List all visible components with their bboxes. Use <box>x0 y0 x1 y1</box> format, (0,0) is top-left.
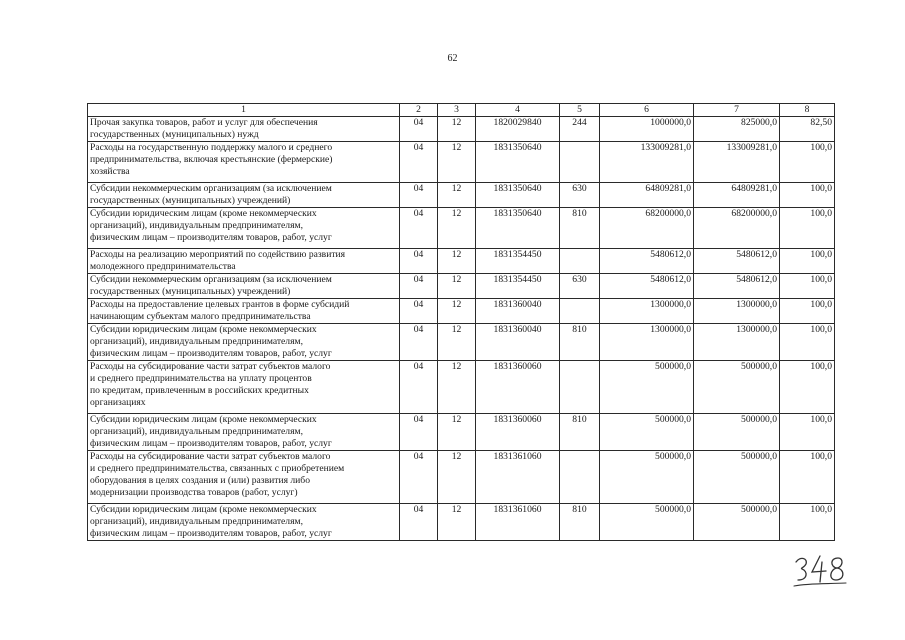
subsection-code: 12 <box>438 361 476 414</box>
expense-type-code <box>560 142 600 183</box>
header-row <box>88 104 835 117</box>
section-code: 04 <box>400 504 438 541</box>
expense-type-code: 630 <box>560 274 600 299</box>
budget-table <box>87 103 835 541</box>
section-code: 04 <box>400 299 438 324</box>
table-row <box>88 274 835 299</box>
execution-percent: 100,0 <box>780 451 835 504</box>
target-article-code: 1831350640 <box>476 208 560 249</box>
row-description: Прочая закупка товаров, работ и услуг для обеспечения государственных (муниципальных) нужд <box>88 117 400 142</box>
row-description: Субсидии некоммерческим организациям (за исключением государственных (муниципальных) учреждений) <box>88 274 400 299</box>
executed-amount: 500000,0 <box>694 451 780 504</box>
expense-type-code <box>560 361 600 414</box>
planned-amount: 500000,0 <box>600 361 694 414</box>
target-article-code: 1831350640 <box>476 183 560 208</box>
planned-amount: 64809281,0 <box>600 183 694 208</box>
executed-amount: 500000,0 <box>694 414 780 451</box>
table-row <box>88 208 835 249</box>
row-description: Субсидии юридическим лицам (кроме некоммерческих организаций), индивидуальным предпринимателям, физическим лицам – производителям товаров, работ, услуг <box>88 324 400 361</box>
subsection-code: 12 <box>438 451 476 504</box>
section-code: 04 <box>400 274 438 299</box>
execution-percent: 100,0 <box>780 274 835 299</box>
row-description: Расходы на государственную поддержку малого и среднего предпринимательства, включая крестьянские (фермерские) хозяйства <box>88 142 400 183</box>
column-header-6: 6 <box>600 104 694 117</box>
expense-type-code: 630 <box>560 183 600 208</box>
section-code: 04 <box>400 249 438 274</box>
target-article-code: 1820029840 <box>476 117 560 142</box>
executed-amount: 1300000,0 <box>694 324 780 361</box>
planned-amount: 1300000,0 <box>600 324 694 361</box>
subsection-code: 12 <box>438 117 476 142</box>
section-code: 04 <box>400 208 438 249</box>
section-code: 04 <box>400 183 438 208</box>
target-article-code: 1831360040 <box>476 299 560 324</box>
expense-type-code: 244 <box>560 117 600 142</box>
execution-percent: 100,0 <box>780 504 835 541</box>
column-header-2: 2 <box>400 104 438 117</box>
column-header-7: 7 <box>694 104 780 117</box>
execution-percent: 100,0 <box>780 142 835 183</box>
row-description: Расходы на субсидирование части затрат субъектов малого и среднего предпринимательства на уплату процентов по кредитам, привлеченным в российских кредитных организациях <box>88 361 400 414</box>
table-body <box>88 117 835 541</box>
row-description: Расходы на реализацию мероприятий по содействию развития молодежного предпринимательства <box>88 249 400 274</box>
executed-amount: 1300000,0 <box>694 299 780 324</box>
row-description: Субсидии юридическим лицам (кроме некоммерческих организаций), индивидуальным предпринимателям, физическим лицам – производителям товаров, работ, услуг <box>88 504 400 541</box>
table-row <box>88 451 835 504</box>
row-description: Субсидии некоммерческим организациям (за исключением государственных (муниципальных) учреждений) <box>88 183 400 208</box>
table-row <box>88 324 835 361</box>
planned-amount: 500000,0 <box>600 451 694 504</box>
table-row <box>88 299 835 324</box>
subsection-code: 12 <box>438 299 476 324</box>
target-article-code: 1831361060 <box>476 504 560 541</box>
section-code: 04 <box>400 324 438 361</box>
execution-percent: 100,0 <box>780 414 835 451</box>
execution-percent: 100,0 <box>780 208 835 249</box>
executed-amount: 500000,0 <box>694 504 780 541</box>
row-description: Субсидии юридическим лицам (кроме некоммерческих организаций), индивидуальным предпринимателям, физическим лицам – производителям товаров, работ, услуг <box>88 414 400 451</box>
expense-type-code <box>560 451 600 504</box>
planned-amount: 500000,0 <box>600 414 694 451</box>
executed-amount: 64809281,0 <box>694 183 780 208</box>
expense-type-code: 810 <box>560 504 600 541</box>
planned-amount: 5480612,0 <box>600 274 694 299</box>
table-row <box>88 504 835 541</box>
planned-amount: 68200000,0 <box>600 208 694 249</box>
executed-amount: 5480612,0 <box>694 274 780 299</box>
execution-percent: 100,0 <box>780 324 835 361</box>
table-row <box>88 142 835 183</box>
planned-amount: 1000000,0 <box>600 117 694 142</box>
column-header-3: 3 <box>438 104 476 117</box>
handwritten-page-mark <box>790 550 850 590</box>
executed-amount: 825000,0 <box>694 117 780 142</box>
table-row <box>88 117 835 142</box>
target-article-code: 1831354450 <box>476 249 560 274</box>
executed-amount: 68200000,0 <box>694 208 780 249</box>
section-code: 04 <box>400 451 438 504</box>
subsection-code: 12 <box>438 414 476 451</box>
subsection-code: 12 <box>438 274 476 299</box>
row-description: Субсидии юридическим лицам (кроме некоммерческих организаций), индивидуальным предпринимателям, физическим лицам – производителям товаров, работ, услуг <box>88 208 400 249</box>
section-code: 04 <box>400 414 438 451</box>
expense-type-code: 810 <box>560 414 600 451</box>
execution-percent: 100,0 <box>780 183 835 208</box>
expense-type-code <box>560 249 600 274</box>
subsection-code: 12 <box>438 324 476 361</box>
section-code: 04 <box>400 142 438 183</box>
execution-percent: 100,0 <box>780 361 835 414</box>
planned-amount: 5480612,0 <box>600 249 694 274</box>
target-article-code: 1831350640 <box>476 142 560 183</box>
column-header-8: 8 <box>780 104 835 117</box>
table-row <box>88 361 835 414</box>
planned-amount: 500000,0 <box>600 504 694 541</box>
executed-amount: 133009281,0 <box>694 142 780 183</box>
page-number: 62 <box>447 53 458 64</box>
subsection-code: 12 <box>438 183 476 208</box>
execution-percent: 100,0 <box>780 299 835 324</box>
table-row <box>88 414 835 451</box>
column-header-4: 4 <box>476 104 560 117</box>
row-description: Расходы на субсидирование части затрат субъектов малого и среднего предпринимательства, связанных с приобретением оборудования в целях создания и (или) развития либо модернизации производства товаров (работ, услуг) <box>88 451 400 504</box>
subsection-code: 12 <box>438 208 476 249</box>
section-code: 04 <box>400 117 438 142</box>
executed-amount: 5480612,0 <box>694 249 780 274</box>
subsection-code: 12 <box>438 504 476 541</box>
section-code: 04 <box>400 361 438 414</box>
subsection-code: 12 <box>438 249 476 274</box>
row-description: Расходы на предоставление целевых грантов в форме субсидий начинающим субъектам малого предпринимательства <box>88 299 400 324</box>
planned-amount: 1300000,0 <box>600 299 694 324</box>
target-article-code: 1831360040 <box>476 324 560 361</box>
subsection-code: 12 <box>438 142 476 183</box>
table-row <box>88 183 835 208</box>
target-article-code: 1831360060 <box>476 361 560 414</box>
expense-type-code <box>560 299 600 324</box>
target-article-code: 1831361060 <box>476 451 560 504</box>
execution-percent: 100,0 <box>780 249 835 274</box>
target-article-code: 1831360060 <box>476 414 560 451</box>
table-row <box>88 249 835 274</box>
executed-amount: 500000,0 <box>694 361 780 414</box>
expense-type-code: 810 <box>560 324 600 361</box>
target-article-code: 1831354450 <box>476 274 560 299</box>
planned-amount: 133009281,0 <box>600 142 694 183</box>
column-header-5: 5 <box>560 104 600 117</box>
expense-type-code: 810 <box>560 208 600 249</box>
column-header-1: 1 <box>88 104 400 117</box>
execution-percent: 82,50 <box>780 117 835 142</box>
